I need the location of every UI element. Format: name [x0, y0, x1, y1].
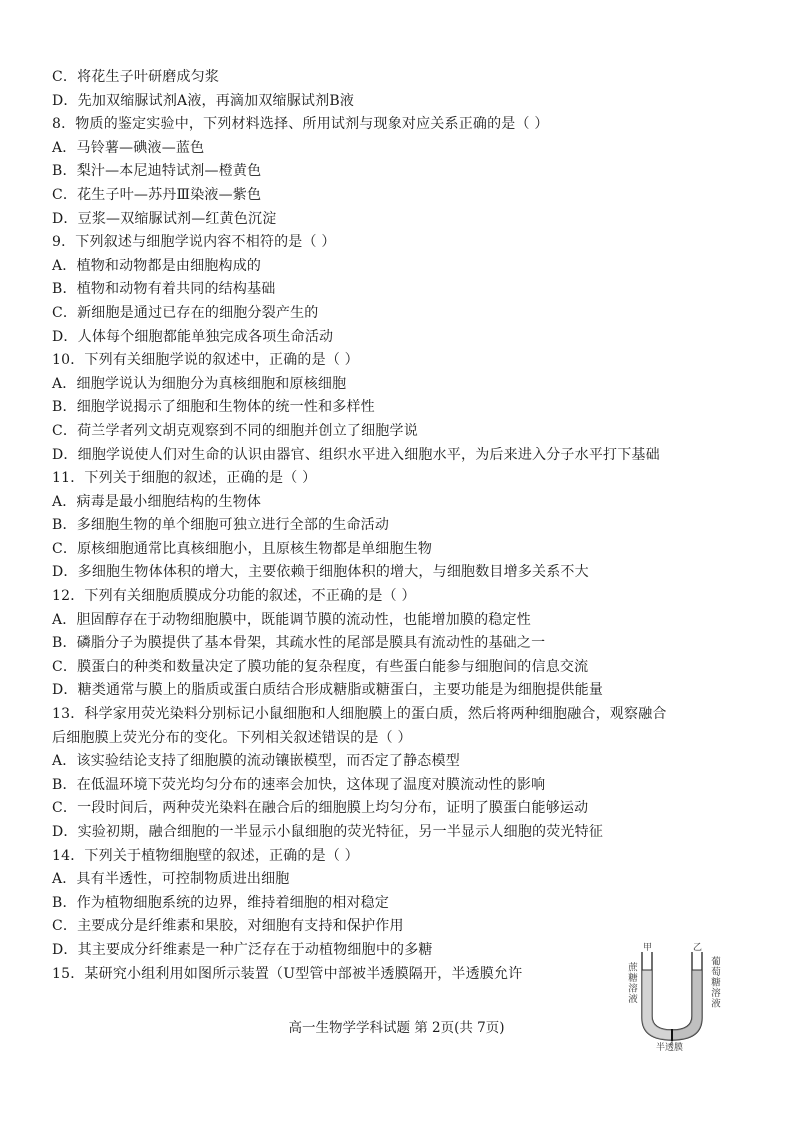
- text-line: B．作为植物细胞系统的边界，维持着细胞的相对稳定: [52, 894, 390, 911]
- page-footer: [0, 1016, 793, 1036]
- text-line: A．植物和动物都是由细胞构成的: [52, 257, 262, 274]
- text-line: 15．某研究小组利用如图所示装置（U型管中部被半透膜隔开，半透膜允许: [52, 965, 523, 982]
- text-line: 11．下列关于细胞的叙述，正确的是（ ）: [52, 470, 317, 487]
- text-line: C．主要成分是纤维素和果胶，对细胞有支持和保护作用: [52, 918, 404, 935]
- text-line: B．在低温环境下荧光均匀分布的速率会加快，这体现了温度对膜流动性的影响: [52, 776, 546, 793]
- text-line: C．膜蛋白的种类和数量决定了膜功能的复杂程度，有些蛋白能参与细胞间的信息交流: [52, 658, 589, 675]
- text-line: D．先加双缩脲试剂A液，再滴加双缩脲试剂B液: [52, 92, 355, 109]
- text-line: 8．物质的鉴定实验中，下列材料选择、所用试剂与现象对应关系正确的是（ ）: [52, 116, 549, 133]
- text-line: D．人体每个细胞都能单独完成各项生命活动: [52, 328, 334, 345]
- text-line: 9．下列叙述与细胞学说内容不相符的是（ ）: [52, 234, 336, 251]
- text-line: C．花生子叶—苏丹Ⅲ染液—紫色: [52, 186, 262, 203]
- text-line: C．将花生子叶研磨成匀浆: [52, 69, 220, 85]
- text-line: B．多细胞生物的单个细胞可独立进行全部的生命活动: [52, 517, 390, 534]
- text-line: B．磷脂分子为膜提供了基本骨架，其疏水性的尾部是膜具有流动性的基础之一: [52, 635, 546, 652]
- right-solution-label: 葡萄糖溶液: [709, 956, 720, 1009]
- text-line: D．实验初期，融合细胞的一半显示小鼠细胞的荧光特征，另一半显示人细胞的荧光特征: [52, 824, 604, 840]
- text-line: C．新细胞是通过已存在的细胞分裂产生的: [52, 304, 319, 321]
- text-line: A．病毒是最小细胞结构的生物体: [52, 493, 262, 510]
- text-line: D．豆浆—双缩脲试剂—红黄色沉淀: [52, 210, 277, 227]
- text-line: B．细胞学说揭示了细胞和生物体的统一性和多样性: [52, 399, 375, 416]
- text-line: A．具有半透性，可控制物质进出细胞: [52, 871, 290, 888]
- text-line: D．多细胞生物体体积的增大，主要依赖于细胞体积的增大，与细胞数目增多关系不大: [52, 564, 589, 581]
- question-text-block: [52, 66, 752, 986]
- text-line: A．马铃薯—碘液—蓝色: [52, 139, 205, 156]
- tube-label-right: 乙: [693, 943, 703, 953]
- text-line: D．细胞学说使人们对生命的认识由器官、组织水平进入细胞水平，为后来进入分子水平打下基础: [52, 446, 660, 463]
- text-line: B．梨汁—本尼迪特试剂—橙黄色: [52, 163, 262, 180]
- left-solution-label: 蔗糖溶液: [626, 962, 637, 1004]
- text-line: D．其主要成分纤维素是一种广泛存在于动植物细胞中的多糖: [52, 941, 433, 958]
- text-line: 后细胞膜上荧光分布的变化。下列相关叙述错误的是（ ）: [52, 729, 412, 746]
- text-line: 14．下列关于植物细胞壁的叙述，正确的是（ ）: [52, 847, 359, 864]
- text-line: A．该实验结论支持了细胞膜的流动镶嵌模型，而否定了静态模型: [52, 753, 460, 770]
- text-line: C．原核细胞通常比真核细胞小，且原核生物都是单细胞生物: [52, 540, 433, 557]
- text-line: C．荷兰学者列文胡克观察到不同的细胞并创立了细胞学说: [52, 422, 418, 439]
- text-line: 13．科学家用荧光染料分别标记小鼠细胞和人细胞膜上的蛋白质，然后将两种细胞融合，观察融合: [52, 706, 667, 723]
- text-line: A．胆固醇存在于动物细胞膜中，既能调节膜的流动性，也能增加膜的稳定性: [52, 611, 531, 628]
- text-line: D．糖类通常与膜上的脂质或蛋白质结合形成糖脂或糖蛋白，主要功能是为细胞提供能量: [52, 682, 604, 699]
- footer-text: 高一生物学学科试题 第 2页(共 7页): [288, 1020, 505, 1036]
- text-line: 10．下列有关细胞学说的叙述中，正确的是（ ）: [52, 352, 359, 369]
- tube-label-left: 甲: [643, 943, 653, 953]
- text-line: C．一段时间后，两种荧光染料在融合后的细胞膜上均匀分布，证明了膜蛋白能够运动: [52, 800, 589, 817]
- membrane-label: 半透膜: [656, 1043, 684, 1053]
- text-line: A．细胞学说认为细胞分为真核细胞和原核细胞: [52, 375, 347, 392]
- text-line: B．植物和动物有着共同的结构基础: [52, 281, 276, 298]
- text-line: 12．下列有关细胞质膜成分功能的叙述，不正确的是（ ）: [52, 588, 416, 605]
